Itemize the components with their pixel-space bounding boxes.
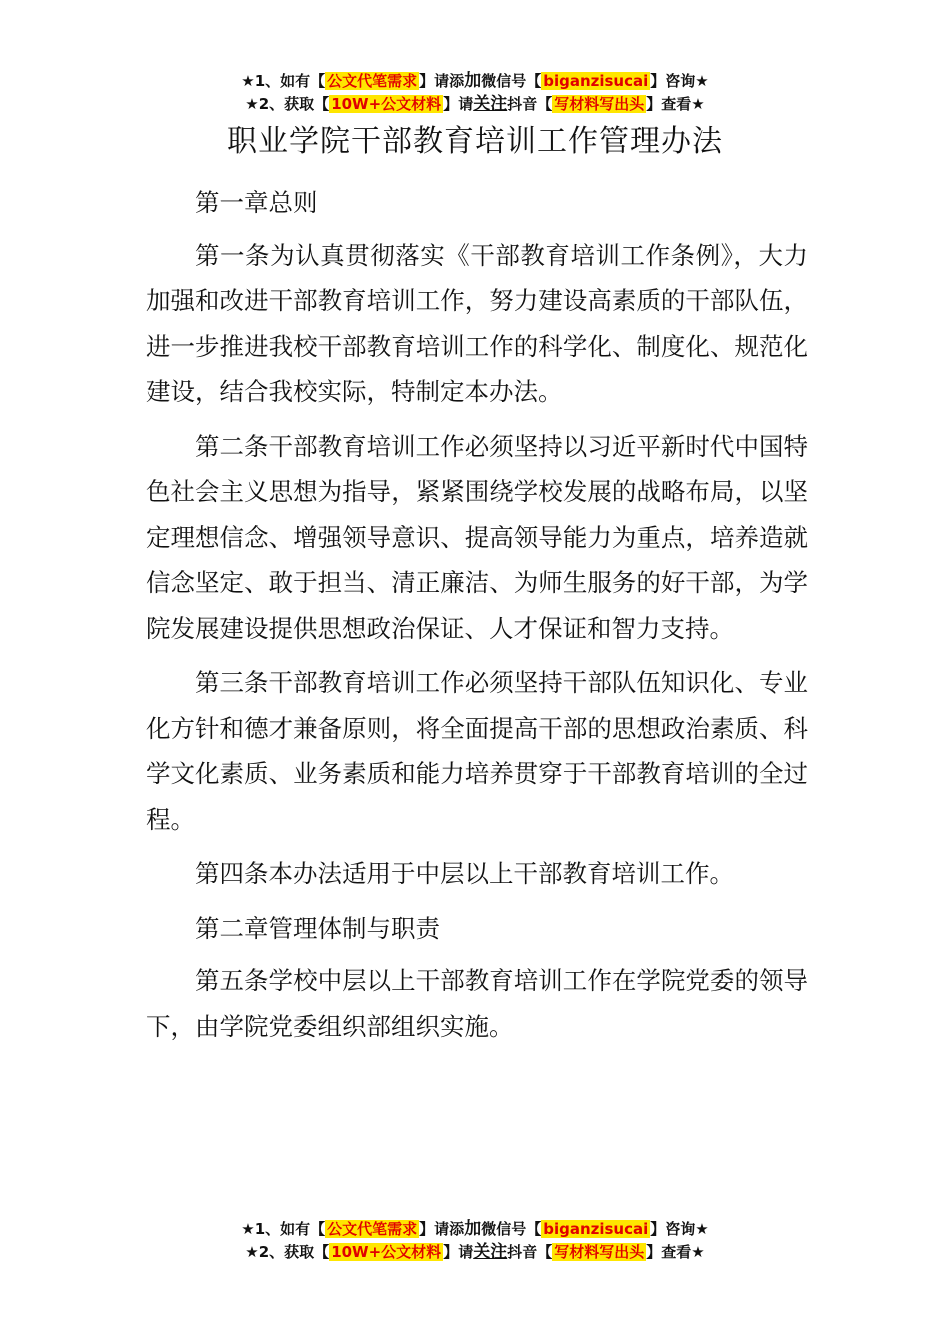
banner-emphasis: 关注 — [473, 1242, 508, 1262]
banner-text: ★1、如有【 — [241, 1220, 326, 1238]
banner-line-2 — [0, 93, 950, 116]
banner-text: ★2、获取【 — [245, 95, 330, 113]
highlight-materials: 10W+公文材料 — [331, 1243, 442, 1261]
article-3: 第三条干部教育培训工作必须坚持干部队伍知识化、专业化方针和德才兼备原则，将全面提高干部的思想政治素质、科学文化素质、业务素质和能力培养贯穿于干部教育培训的全过程。 — [146, 668, 808, 834]
banner-line-2 — [0, 1241, 950, 1264]
highlight-douyin: 写材料写出头 — [554, 95, 645, 113]
article-5: 第五条学校中层以上干部教育培训工作在学院党委的领导下，由学院党委组织部组织实施。 — [146, 966, 808, 1041]
highlight-douyin: 写材料写出头 — [554, 1243, 645, 1261]
article-1: 第一条为认真贯彻落实《干部教育培训工作条例》，大力加强和改进干部教育培训工作，努力建设高素质的干部队伍，进一步推进我校干部教育培训工作的科学化、制度化、规范化建设，结合我校实际，特制定本办法。 — [146, 240, 808, 406]
highlight-service: 公文代笔需求 — [327, 72, 418, 90]
banner-text: ★1、如有【 — [241, 72, 326, 90]
banner-text: 抖音【 — [507, 1243, 553, 1261]
highlight-service: 公文代笔需求 — [327, 1220, 418, 1238]
banner-emphasis: 加 — [464, 1219, 482, 1239]
banner-text: 】请添 — [419, 72, 465, 90]
article-2: 第二条干部教育培训工作必须坚持以习近平新时代中国特色社会主义思想为指导，紧紧围绕学校发展的战略布局，以坚定理想信念、增强领导意识、提高领导能力为重点，培养造就信念坚定、敢于担当、清正廉洁、为师生服务的好干部，为学院发展建设提供思想政治保证、人才保证和智力支持。 — [146, 431, 808, 643]
banner-text: 】请 — [443, 95, 474, 113]
banner-text: 】查看★ — [646, 1243, 705, 1261]
banner-text: ★2、获取【 — [245, 1243, 330, 1261]
article-4: 第四条本办法适用于中层以上干部教育培训工作。 — [195, 859, 734, 888]
banner-line-1 — [0, 70, 950, 93]
banner-emphasis: 关注 — [473, 94, 508, 114]
highlight-materials: 10W+公文材料 — [331, 95, 442, 113]
banner-text: 抖音【 — [507, 95, 553, 113]
banner-text: 】请添 — [419, 1220, 465, 1238]
banner-text: 】咨询★ — [650, 72, 709, 90]
banner-emphasis: 加 — [464, 71, 482, 91]
highlight-wechat-id: biganzisucai — [543, 72, 649, 90]
banner-text: 】查看★ — [646, 95, 705, 113]
footer-banner — [0, 1218, 950, 1264]
header-banner — [0, 70, 950, 116]
banner-text: 微信号【 — [481, 72, 542, 90]
banner-text: 】请 — [443, 1243, 474, 1261]
document-title: 职业学院干部教育培训工作管理办法 — [227, 124, 723, 159]
banner-text: 】咨询★ — [650, 1220, 709, 1238]
chapter-heading-2: 第二章管理体制与职责 — [195, 913, 440, 943]
banner-text: 微信号【 — [481, 1220, 542, 1238]
highlight-wechat-id: biganzisucai — [543, 1220, 649, 1238]
banner-line-1 — [0, 1218, 950, 1241]
chapter-heading-1: 第一章总则 — [195, 188, 318, 217]
document-body — [146, 180, 808, 1058]
